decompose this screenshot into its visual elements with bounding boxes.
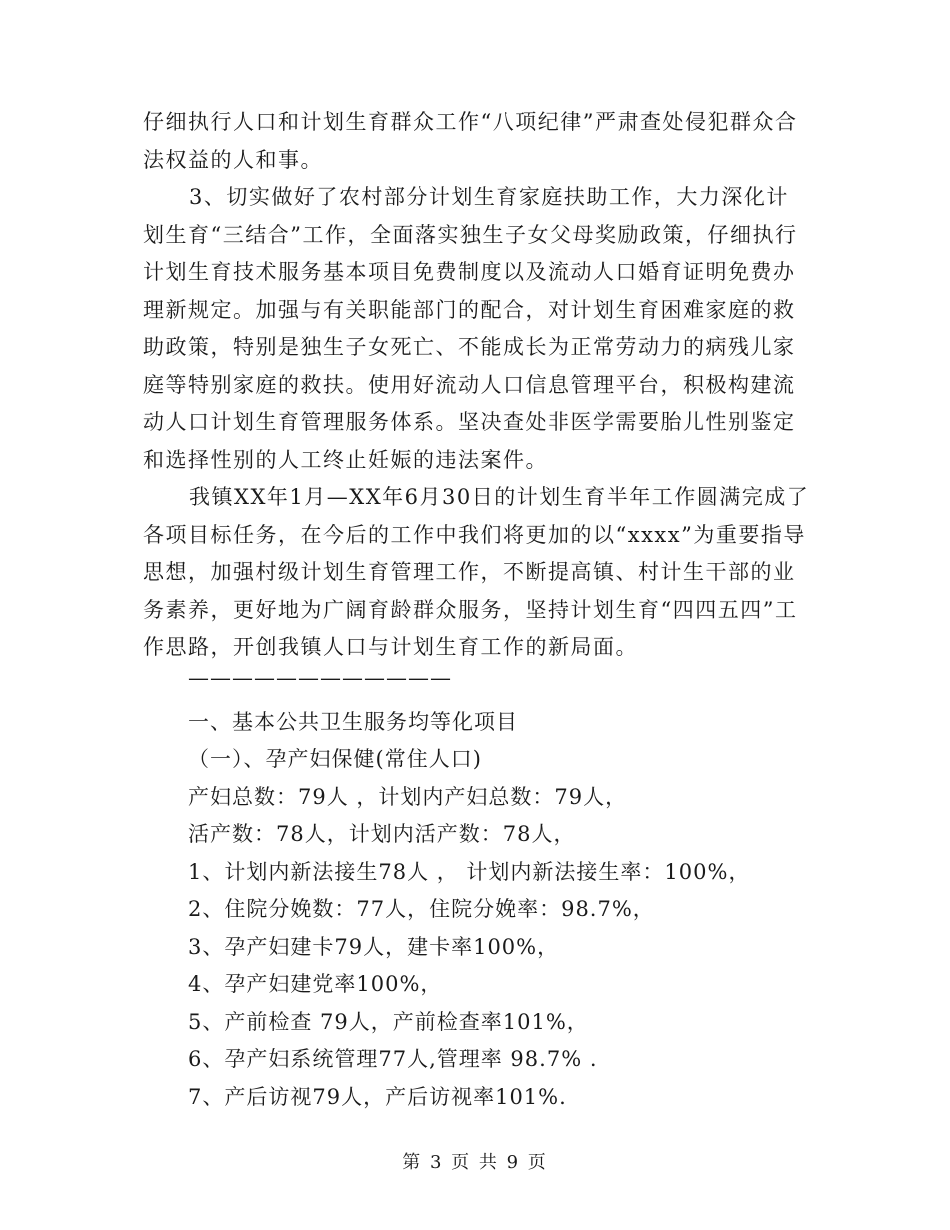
section-separator: ———————————— — [188, 666, 452, 690]
page-footer: 第 3 页 共 9 页 — [402, 1152, 548, 1173]
list-item: 产妇总数：79人 ，计划内产妇总数：79人， — [188, 784, 628, 809]
subsection-title: （一）、孕产妇保健(常住人口) — [188, 747, 482, 771]
list-item: 5、产前检查 79人，产前检查率101%， — [188, 1009, 589, 1034]
paragraph-1: 仔细执行人口和计划生育群众工作“八项纪律”严肃查处侵犯群众合法权益的人和事。 — [143, 110, 798, 172]
paragraph-3: 我镇XX年1月—XX年6月30日的计划生育半年工作圆满完成了各项目标任务，在今后的工作中我们将更加的以“xxxx”为重要指导思想，加强村级计划生育管理工作，不断提高镇、村计生干部的业务素养，更好地为广阔育龄群众服务，坚持计划生育“四四五四”工作思路，开创我镇人口与计划生育工作的新局面。 — [143, 485, 810, 659]
list-item: 1、计划内新法接生78人 ， 计划内新法接生率：100%， — [188, 859, 751, 884]
section-title: 一、基本公共卫生服务均等化项目 — [188, 709, 518, 734]
list-item: 活产数：78人，计划内活产数：78人， — [188, 822, 576, 846]
list-item: 7、产后访视79人，产后访视率101%. — [188, 1084, 567, 1109]
list-item: 3、孕产妇建卡79人，建卡率100%， — [188, 934, 560, 959]
list-item: 2、住院分娩数：77人，住院分娩率：98.7%， — [188, 897, 655, 921]
health-service-section — [188, 660, 808, 1116]
paragraph-2: 3、切实做好了农村部分计划生育家庭扶助工作，大力深化计划生育“三结合”工作，全面落实独生子女父母奖励政策，仔细执行计划生育技术服务基本项目免费制度以及流动人口婚育证明免费办理新规定。加强与有关职能部门的配合，对计划生育困难家庭的救助政策，特别是独生子女死亡、不能成长为正常劳动力的病残儿家庭等特别家庭的救扶。使用好流动人口信息管理平台，积极构建流动人口计划生育管理服务体系。坚决查处非医学需要胎儿性别鉴定和选择性别的人工终止妊娠的违法案件。 — [143, 185, 798, 472]
list-item: 4、孕产妇建党率100%， — [188, 972, 443, 996]
list-item: 6、孕产妇系统管理77人,管理率 98.7% . — [188, 1047, 598, 1071]
body-text — [143, 104, 811, 667]
